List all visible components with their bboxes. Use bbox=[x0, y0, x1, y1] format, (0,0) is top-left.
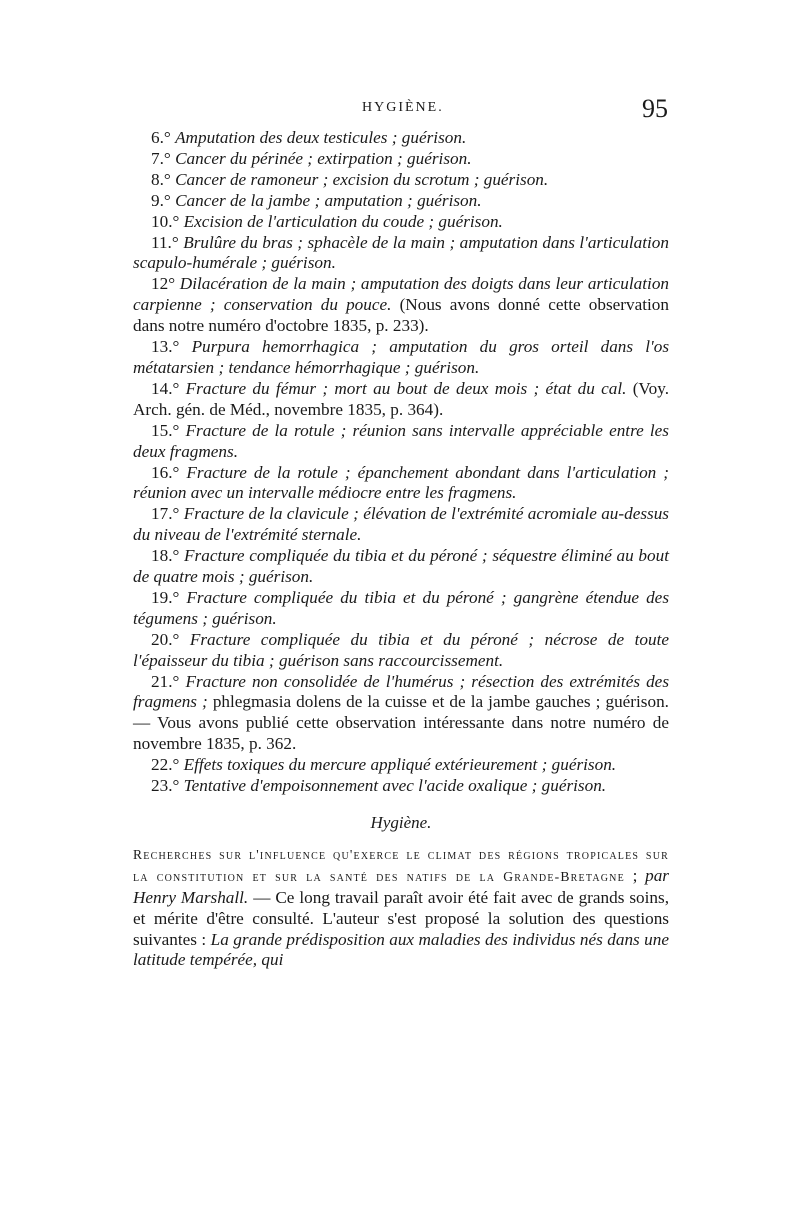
case-title: Brulûre du bras ; sphacèle de la main ; amputation dans l'articulation scapulo-humérale ; guérison. bbox=[133, 232, 669, 273]
case-title: Amputation des deux testicules ; guérison. bbox=[175, 128, 467, 147]
case-entry bbox=[133, 233, 669, 275]
review-separator: ; bbox=[624, 865, 646, 885]
review-paragraph bbox=[133, 844, 669, 971]
review-author: par Henry Marshall. bbox=[133, 865, 669, 907]
case-entry bbox=[133, 212, 669, 233]
page-number: 95 bbox=[642, 94, 668, 123]
review-quote: La grande prédisposition aux maladies des individus nés dans une latitude tempérée, qui bbox=[133, 929, 669, 970]
case-entry bbox=[133, 337, 669, 379]
case-title: Effets toxiques du mercure appliqué extérieurement ; guérison. bbox=[183, 755, 617, 775]
case-title: Fracture de la rotule ; réunion sans intervalle appréciable entre les deux fragmens. bbox=[133, 420, 669, 461]
page-body bbox=[133, 128, 669, 971]
case-number: 18.° bbox=[151, 546, 180, 566]
case-note: (Voy. Arch. gén. de Méd., novembre 1835, p. 364). bbox=[133, 378, 669, 419]
case-title: Fracture compliquée du tibia et du péroné ; gangrène étendue des tégumens ; guérison. bbox=[133, 587, 670, 628]
case-number: 8.° bbox=[151, 169, 171, 189]
section-heading: Hygiène. bbox=[370, 813, 432, 832]
case-note: (Nous avons donné cette observation dans notre numéro d'octobre 1835, p. 233). bbox=[133, 295, 669, 336]
case-number: 20.° bbox=[151, 629, 180, 649]
case-note: phlegmasia dolens de la cuisse et de la jambe gauches ; guérison. — Vous avons publié cette observation intéressante dans notre numéro de novembre 1835, p. 362. bbox=[133, 692, 669, 754]
case-title: Fracture de la rotule ; épanchement abondant dans l'articulation ; réunion avec un intervalle médiocre entre les fragmens. bbox=[133, 462, 670, 503]
case-entry bbox=[133, 630, 669, 672]
case-title: Cancer de la jambe ; amputation ; guérison. bbox=[175, 190, 482, 210]
case-title: Fracture de la clavicule ; élévation de l'extrémité acromiale au-dessus du niveau de l'extrémité sternale. bbox=[133, 504, 669, 545]
case-entry bbox=[133, 421, 669, 463]
case-title: Fracture compliquée du tibia et du péroné ; nécrose de toute l'épaisseur du tibia ; guérison sans raccourcissement. bbox=[133, 629, 669, 670]
case-entry bbox=[133, 170, 669, 191]
case-number: 13.° bbox=[151, 337, 180, 357]
case-title: Excision de l'articulation du coude ; guérison. bbox=[183, 211, 503, 231]
case-number: 12° bbox=[151, 274, 176, 294]
case-entry bbox=[133, 504, 669, 546]
case-number: 19.° bbox=[151, 587, 180, 607]
case-title: Purpura hemorrhagica ; amputation du gros orteil dans l'os métatarsien ; tendance hémorrhagique ; guérison. bbox=[133, 337, 670, 377]
case-number: 15.° bbox=[151, 420, 180, 440]
case-title: Fracture du fémur ; mort au bout de deux mois ; état du cal. bbox=[185, 378, 627, 398]
case-title: Dilacération de la main ; amputation des doigts dans leur articulation carpienne ; conservation du pouce. bbox=[133, 274, 670, 315]
case-number: 6.° bbox=[151, 128, 171, 147]
case-title: Fracture non consolidée de l'humérus ; résection des extrémités des fragmens ; bbox=[133, 671, 670, 712]
case-number: 17.° bbox=[151, 504, 180, 524]
running-header bbox=[0, 94, 800, 128]
case-title: Cancer de ramoneur ; excision du scrotum ; guérison. bbox=[175, 169, 549, 189]
case-entry bbox=[133, 588, 669, 630]
running-title: HYGIÈNE. bbox=[362, 100, 444, 115]
case-title: Tentative d'empoisonnement avec l'acide oxalique ; guérison. bbox=[183, 776, 607, 796]
case-entry bbox=[133, 463, 669, 505]
case-entry bbox=[133, 776, 669, 797]
case-number: 21.° bbox=[151, 671, 180, 691]
review-body: — Ce long travail paraît avoir été fait avec de grands soins, et mérite d'être consulté. L'auteur s'est proposé la solution des questions suivantes : bbox=[133, 887, 669, 949]
case-title: Cancer du périnée ; extirpation ; guérison. bbox=[175, 148, 472, 168]
case-title: Fracture compliquée du tibia et du péroné ; séquestre éliminé au bout de quatre mois ; guérison. bbox=[133, 546, 669, 587]
case-number: 16.° bbox=[151, 462, 180, 482]
case-entry bbox=[133, 672, 669, 756]
case-number: 11.° bbox=[151, 232, 179, 252]
case-entry bbox=[133, 191, 669, 212]
case-entry bbox=[133, 128, 669, 149]
case-list bbox=[133, 128, 669, 797]
case-number: 23.° bbox=[151, 776, 180, 796]
case-entry bbox=[133, 546, 669, 588]
case-number: 10.° bbox=[151, 211, 180, 231]
case-number: 7.° bbox=[151, 148, 171, 168]
case-entry bbox=[133, 755, 669, 776]
case-number: 9.° bbox=[151, 190, 171, 210]
case-entry bbox=[133, 274, 669, 337]
case-number: 22.° bbox=[151, 755, 180, 775]
review-title: Recherches sur l'influence qu'exerce le climat des régions tropicales sur la constitution et sur la santé des natifs de la Grande-Bretagne bbox=[133, 846, 669, 884]
case-number: 14.° bbox=[151, 378, 180, 398]
case-entry bbox=[133, 149, 669, 170]
case-entry bbox=[133, 379, 669, 421]
